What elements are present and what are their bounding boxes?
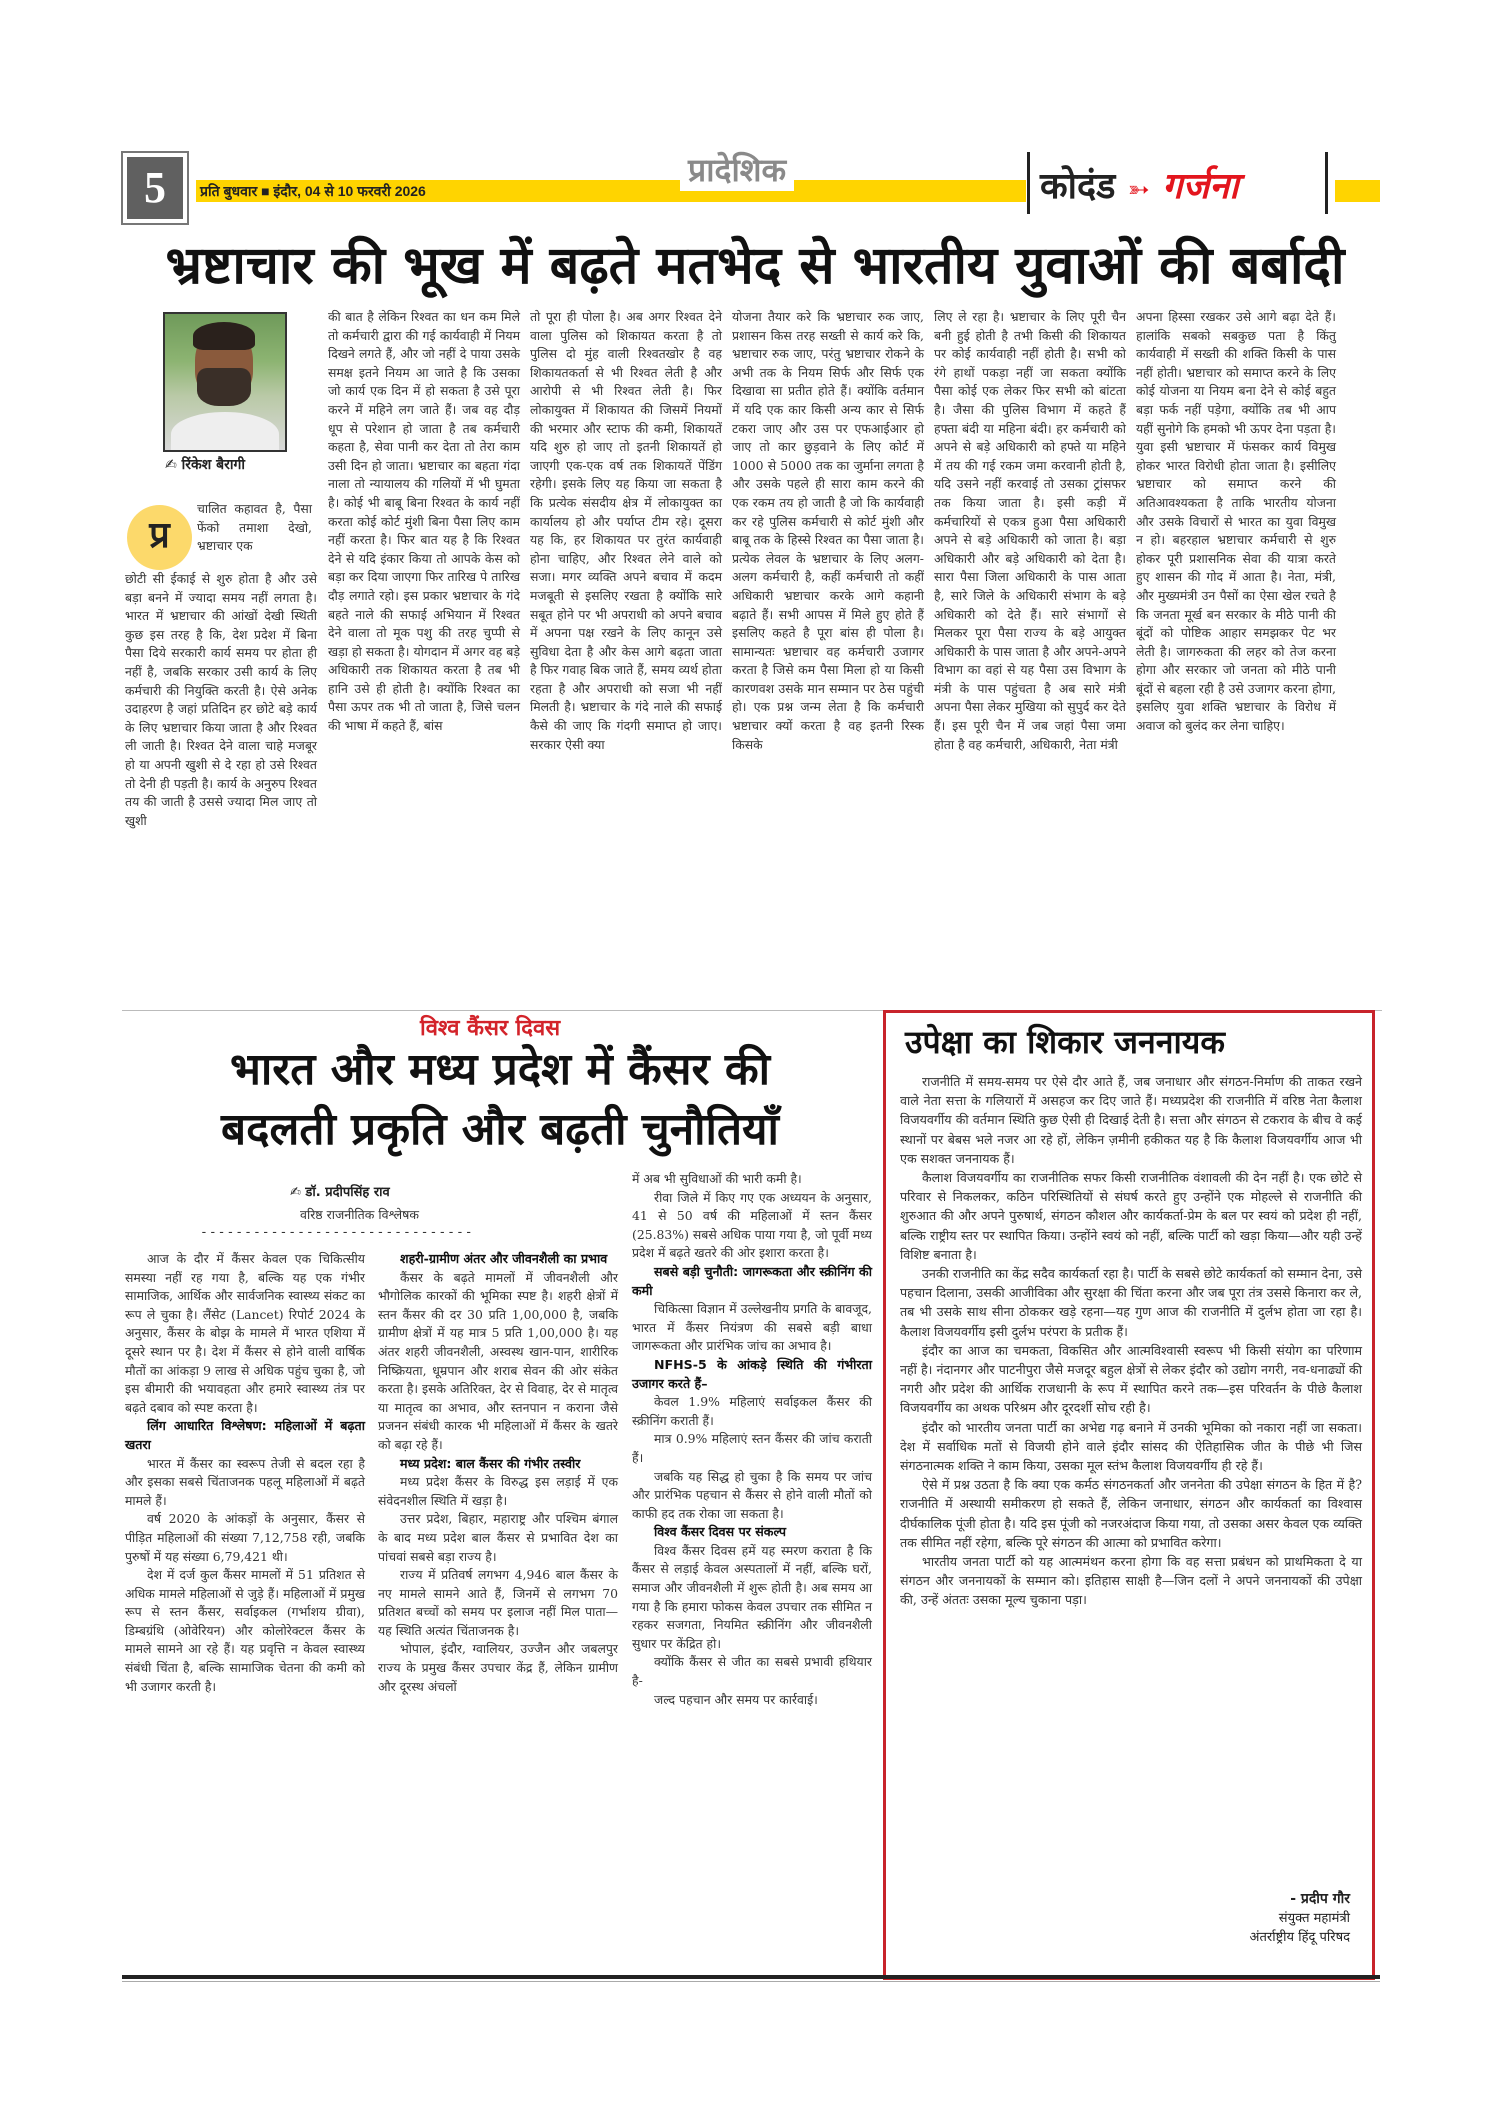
- article3-body: [900, 1072, 1362, 1610]
- page-bottom-rule: [122, 1975, 1380, 1979]
- brand-name-part1: कोदंड: [1040, 166, 1116, 207]
- column-text: तो पूरा ही पोला है। अब अगर रिश्वत देने वाला पुलिस को शिकायत करता है तो पुलिस दो मुंह वाली रिश्वतखोर है वह शिकायतकर्ता से भी रिश्वत लेती है और आरोपी से भी रिश्वत लेती है। फिर लोकायुक्त में शिकायत की जिसमें नियमों की भरमार और स्टाफ की कमी, शिकायतें यदि शुरु हो जाए तो इतनी शिकायतें हो जाएगी एक-एक वर्ष तक शिकायतें पेंडिंग रहेगी। इसके लिए यह किया जा सकता है कि प्रत्येक संसदीय क्षेत्र में लोकायुक्त का कार्यालय हो और पर्याप्त टीम रहे। दूसरा यह कि, हर शिकायत पर तुरंत कार्यवाही होना चाहिए, और रिश्वत लेने वाले को सजा। मगर व्यक्ति अपने बचाव में कदम मजबूती से इसलिए रखता है क्योंकि सारे सबूत होने पर भी अपराधी को अपने बचाव में अपना पक्ष रखने के लिए कानून उसे सुविधा देता है और केस आगे बढ़ता जाता है फिर गवाह बिक जाते हैं, समय व्यर्थ होता रहता है और अपराधी को सजा भी नहीं मिलती है। भ्रष्टाचार के गंदे नाले की सफाई कैसे की जाए कि गंदगी समाप्त हो जाए। सरकार ऐसी क्या: [530, 309, 722, 752]
- article1-headline: भ्रष्टाचार की भूख में बढ़ते मतभेद से भारतीय युवाओं की बर्बादी: [165, 235, 1345, 296]
- drop-cap: प्र: [127, 505, 192, 570]
- section-label: प्रादेशिक: [680, 148, 794, 191]
- paragraph: में अब भी सुविधाओं की भारी कमी है।: [632, 1171, 802, 1186]
- paragraph: उनकी राजनीति का केंद्र सदैव कार्यकर्ता रहा है। पार्टी के सबसे छोटे कार्यकर्ता को सम्मान देना, उसे पहचान दिलाना, उसकी आजीविका और सुरक्षा की चिंता करना और जब पूरा तंत्र उससे किनारा कर ले, तब भी उसके साथ सीना ठोककर खड़े रहना—यह गुण आज की राजनीति में दुर्लभ होता जा रहा है। कैलाश विजयवर्गीय इसी दुर्लभ परंपरा के प्रतीक हैं।: [900, 1266, 1362, 1339]
- bow-arrow-icon: ➳: [1127, 175, 1150, 205]
- article1-column-6: [1136, 308, 1336, 736]
- subheading: मध्य प्रदेश: बाल कैंसर की गंभीर तस्वीर: [400, 1455, 581, 1471]
- article1-lead: [197, 500, 312, 556]
- article3-headline: उपेक्षा का शिकार जननायक: [905, 1023, 1225, 1061]
- lead-text: चालित कहावत है, पैसा फेंको तमाशा देखो, भ्रष्टाचार एक: [197, 501, 312, 554]
- article2-column-1: [125, 1250, 365, 1696]
- article2-kicker: विश्व कैंसर दिवस: [420, 1016, 561, 1041]
- article2-column-2: [378, 1250, 618, 1696]
- paragraph: भोपाल, इंदौर, ग्वालियर, उज्जैन और जबलपुर राज्य के प्रमुख कैंसर उपचार केंद्र हैं, लेकिन ग्रामीण और दूरस्थ अंचलों: [378, 1641, 618, 1694]
- paragraph: कैलाश विजयवर्गीय का राजनीतिक सफर किसी राजनीतिक वंशावली की देन नहीं है। एक छोटे से परिवार से निकलकर, कठिन परिस्थितियों से संघर्ष करते हुए उन्होंने एक मोहल्ले से राजनीति की शुरुआत की और अपने पुरुषार्थ, संगठन कौशल और कार्यकर्ता-प्रेम के बल पर स्वयं को प्रदेश ही नहीं, बल्कि राष्ट्रीय स्तर पर स्थापित किया। उन्होंने स्वयं को नहीं, बल्कि पार्टी को खड़ा किया—और यही उन्हें विशिष्ट बनाता है।: [900, 1170, 1362, 1262]
- headline-line-1: भारत और मध्य प्रदेश में कैंसर की: [229, 1044, 771, 1095]
- signature-org: अंतर्राष्ट्रीय हिंदू परिषद: [1249, 1930, 1350, 1945]
- paragraph: राजनीति में समय-समय पर ऐसे दौर आते हैं, जब जनाधार और संगठन-निर्माण की ताकत रखने वाले नेता सत्ता के गलियारों में असहज कर दिए जाते हैं। मध्यप्रदेश की राजनीति में वरिष्ठ नेता कैलाश विजयवर्गीय की वर्तमान स्थिति कुछ ऐसी ही दिखाई देती है। सत्ता और संगठन से टकराव के बीच वे कई स्थानों पर बेबस भले नजर आ रहे हों, लेकिन ज़मीनी हकीकत यह है कि कैलाश विजयवर्गीय आज भी एक सशक्त जननायक हैं।: [900, 1074, 1362, 1166]
- paragraph: मध्य प्रदेश कैंसर के विरुद्ध इस लड़ाई में एक संवेदनशील स्थिति में खड़ा है।: [378, 1474, 618, 1508]
- article1-byline: ✍ रिंकेश बैरागी: [165, 457, 245, 473]
- paragraph: वर्ष 2020 के आंकड़ों के अनुसार, कैंसर से पीड़ित महिलाओं की संख्या 7,12,758 रही, जबकि पुरुषों में यह संख्या 6,79,421 थी।: [125, 1511, 365, 1564]
- brand-divider-right: [1325, 152, 1328, 214]
- paragraph: जल्द पहचान और समय पर कार्रवाई।: [654, 1691, 818, 1707]
- paragraph: जबकि यह सिद्ध हो चुका है कि समय पर जांच और प्रारंभिक पहचान से कैंसर से होने वाली मौतों को काफी हद तक रोका जा सकता है।: [632, 1468, 872, 1521]
- column-text: छोटी सी ईकाई से शुरु होता है और उसे बड़ा बनने में ज्यादा समय नहीं लगता है। भारत में भ्रष्टाचार की आंखों देखी स्थिती कुछ इस तरह है कि, देश प्रदेश में बिना पैसा दिये सरकारी कार्य समय पर होता ही नहीं है, जबकि सरकार उसी कार्य के लिए कर्मचारी की नियुक्ति करती है। ऐसे अनेक उदाहरण है जहां प्रतिदिन हर छोटे बड़े कार्य के लिए भ्रष्टाचार किया जाता है और रिश्वत ली जाती है। रिश्वत देने वाला चाहे मजबूर हो या अपनी खुशी से दे रहा हो उसे रिश्वत तो देनी ही पड़ती है। कार्य के अनुरुप रिश्वत तय की जाती है उससे ज्यादा मिल जाए तो खुशी: [125, 571, 317, 828]
- paragraph: चिकित्सा विज्ञान में उल्लेखनीय प्रगति के बावजूद, भारत में कैंसर नियंत्रण की सबसे बड़ी बाधा जागरूकता और प्रारंभिक जांच का अभाव है।: [632, 1301, 872, 1354]
- brand-name-part2: गर्जना: [1162, 166, 1239, 207]
- paragraph: राज्य में प्रतिवर्ष लगभग 4,946 बाल कैंसर के नए मामले सामने आते हैं, जिनमें से लगभग 70 प्रतिशत बच्चों को समय पर इलाज नहीं मिल पाता—यह स्थिति अत्यंत चिंताजनक है।: [378, 1567, 618, 1638]
- subheading: विश्व कैंसर दिवस पर संकल्प: [654, 1524, 787, 1540]
- paragraph: भारतीय जनता पार्टी को यह आत्ममंथन करना होगा कि वह सत्ता प्रबंधन को प्राथमिकता दे या संगठन और जननायकों के सम्मान को। इतिहास साक्षी है—जिन दलों ने अपने जननायकों की उपेक्षा की, उन्हें अंततः उसका मूल्य चुकाना पड़ा।: [900, 1554, 1362, 1608]
- page-bottom-rule-thin: [122, 1981, 1380, 1982]
- paragraph: केवल 1.9% महिलाएं सर्वाइकल कैंसर की स्क्रीनिंग कराती हैं।: [632, 1394, 872, 1428]
- paragraph: ऐसे में प्रश्न उठता है कि क्या एक कर्मठ संगठनकर्ता और जननेता की उपेक्षा संगठन के हित में है? राजनीति में अस्थायी समीकरण हो सकते हैं, लेकिन जनाधार, संगठन और कार्यकर्ता का विश्वास दीर्घकालिक पूंजी होता है। यदि इस पूंजी को नजरअंदाज किया गया, तो उसका असर केवल एक व्यक्ति तक सीमित नहीं रहेगा, बल्कि पूरे संगठन की आत्मा को प्रभावित करेगा।: [900, 1477, 1362, 1550]
- dashed-separator: -------------------------------: [200, 1225, 474, 1240]
- subheading: NFHS-5 के आंकड़े स्थिति की गंभीरता उजागर करते हैं–: [632, 1356, 872, 1391]
- signature-name: - प्रदीप गौर: [1290, 1891, 1350, 1907]
- paragraph: देश में दर्ज कुल कैंसर मामलों में 51 प्रतिशत से अधिक मामले महिलाओं से जुड़े हैं। महिलाओं में प्रमुख रूप से स्तन कैंसर, सर्वाइकल (गर्भाशय ग्रीवा), डिम्बग्रंथि (ओवेरियन) और कोलोरेक्टल कैंसर के मामले सामने आ रहे हैं। यह प्रवृत्ति न केवल स्वास्थ्य संबंधी चिंता है, बल्कि सामाजिक चेतना की कमी को भी उजागर करती है।: [125, 1567, 365, 1694]
- signature-role: संयुक्त महामंत्री: [1278, 1911, 1350, 1926]
- paragraph: क्योंकि कैंसर से जीत का सबसे प्रभावी हथियार है-: [632, 1654, 872, 1689]
- article1-column-2: [328, 308, 520, 736]
- paragraph: इंदौर का आज का चमकता, विकसित और आत्मविश्वासी स्वरूप भी किसी संयोग का परिणाम नहीं है। नंदानगर और पाटनीपुरा जैसे मजदूर बहुल क्षेत्रों से लेकर इंदौर को उद्योग नगरी, नव-धनाढ्यों की नगरी और प्रदेश की आर्थिक राजधानी के रूप में स्थापित करने तक—इस परिवर्तन के पीछे कैलाश विजयवर्गीय का अथक परिश्रम और दूरदर्शी सोच रही है।: [900, 1342, 1362, 1416]
- subheading: सबसे बड़ी चुनौती: जागरूकता और स्क्रीनिंग की कमी: [632, 1263, 872, 1298]
- brand-divider-left: [1027, 152, 1030, 214]
- paragraph: रीवा जिले में किए गए एक अध्ययन के अनुसार, 41 से 50 वर्ष की महिलाओं में स्तन कैंसर (25.83%) सबसे अधिक पाया गया है, जो पूर्वी मध्य प्रदेश में बढ़ते खतरे की ओर इशारा करता है।: [632, 1189, 872, 1261]
- paragraph: विश्व कैंसर दिवस हमें यह स्मरण कराता है कि कैंसर से लड़ाई केवल अस्पतालों में नहीं, बल्कि घरों, समाज और जीवनशैली में शुरू होती है। अब समय आ गया है कि हमारा फोकस केवल उपचार तक सीमित न रहकर सजगता, नियमित स्क्रीनिंग और जीवनशैली सुधार पर केंद्रित हो।: [632, 1542, 872, 1651]
- column-text: की बात है लेकिन रिश्वत का धन कम मिले तो कर्मचारी द्वारा की गई कार्यवाही में नियम दिखने लगते हैं, और जो नहीं दे पाया उसके समक्ष इतने नियम आ जाते है कि उसका जो कार्य एक दिन में हो सकता है उसे पूरा करने में महिने लग जाते हैं। जब वह दौड़ धूप से परेशान हो जाता है तब कर्मचारी कहता है, सेवा पानी कर देता तो तेरा काम उसी दिन हो जाता। भ्रष्टाचार का बहता गंदा नाला तो न्यायालय की गलियों में भी घुमता है। कोई भी बाबू बिना रिश्वत के कार्य नहीं करता कोई कोर्ट मुंशी बिना पैसा लिए काम नहीं करता है। फिर बात यह है कि रिश्वत देने से यदि इंकार किया तो आपके केस को बड़ा कर दिया जाएगा फिर तारिख पे तारिख दौड़ लगाते रहो। इस प्रकार भ्रष्टाचार के गंदे बहते नाले की सफाई अभियान में रिश्वत देने वाला तो मूक पशु की तरह चुप्पी से खड़ा हो सकता है। योगदान में अगर वह बड़े अधिकारी तक शिकायत करता है तब भी हानि उसे ही होती है। क्योंकि रिश्वत का पैसा ऊपर तक भी तो जाता है, जिसे चलन की भाषा में कहते हैं, बांस: [328, 309, 520, 734]
- column-text: लिए ले रहा है। भ्रष्टाचार के लिए पूरी चैन बनी हुई होती है तभी किसी की शिकायत पर कोई कार्यवाही नहीं होती है। सभी को रंगे हाथों पकड़ा नहीं जा सकता क्योंकि पैसा कोई एक लेकर फिर सभी को बांटता है। जैसा की पुलिस विभाग में कहते हैं हफ्ता बंदी या महिना बंदी। हर कर्मचारी को अपने से बड़े अधिकारी को हफ्ते या महिने में तय की गई रकम जमा करवानी होती है, यदि उसने नहीं करवाई तो उसका ट्रांसफर तक किया जाता है। इसी कड़ी में कर्मचारियों से एकत्र हुआ पैसा अधिकारी अपने से बड़े अधिकारी को जाता है। बड़ा अधिकारी और बड़े अधिकारी को देता है। सारा पैसा जिला अधिकारी के पास आता है, सारे जिले के अधिकारी संभाग के बड़े अधिकारी को देते हैं। सारे संभागों से मिलकर पूरा पैसा राज्य के बड़े आयुक्त अधिकारी के पास जाता है और अपने-अपने विभाग का वहां से यह पैसा उस विभाग के मंत्री के पास पहुंचता है अब सारे मंत्री अपना पैसा लेकर मुखिया को सुपुर्द कर देते हैं। इस पूरी चैन में जब जहां पैसा जमा होता है वह कर्मचारी, अधिकारी, नेता मंत्री: [934, 309, 1126, 752]
- paragraph: आज के दौर में कैंसर केवल एक चिकित्सीय समस्या नहीं रह गया है, बल्कि यह एक गंभीर सामाजिक, आर्थिक और सार्वजनिक स्वास्थ्य संकट का रूप ले चुका है। लैंसेट (Lancet) रिपोर्ट 2024 के अनुसार, कैंसर के बोझ के मामले में भारत एशिया में दूसरे स्थान पर है। देश में कैंसर से होने वाली वार्षिक मौतों का आंकड़ा 9 लाख से अधिक पहुंच चुका है, जो इस बीमारी की भयावहता और हमारे स्वास्थ्य तंत्र पर बढ़ते दबाव को स्पष्ट करता है।: [125, 1251, 365, 1415]
- article1-column-1: [125, 570, 317, 830]
- article1-column-5: [934, 308, 1126, 754]
- header-yellow-block: [1335, 180, 1380, 202]
- paragraph: इंदौर को भारतीय जनता पार्टी का अभेद्य गढ़ बनाने में उनकी भूमिका को नकारा नहीं जा सकता। देश में सर्वाधिक मतों से विजयी होने वाले इंदौर सांसद की ऐतिहासिक जीत के पीछे भी जिस संगठनात्मक शक्ति ने काम किया, उसका मूल स्तंभ कैलाश विजयवर्गीय ही रहे हैं।: [900, 1419, 1362, 1474]
- article2-byline: ✍ डॉ. प्रदीपसिंह राव: [290, 1185, 390, 1200]
- article1-column-4: [732, 308, 924, 754]
- paragraph: मात्र 0.9% महिलाएं स्तन कैंसर की जांच कराती हैं।: [632, 1431, 872, 1465]
- headline-line-2: बदलती प्रकृति और बढ़ती चुनौतियाँ: [221, 1104, 779, 1155]
- dateline: प्रति बुधवार ■ इंदौर, 04 से 10 फरवरी 2026: [200, 183, 426, 199]
- column-text: अपना हिस्सा रखकर उसे आगे बढ़ा देते हैं। हालांकि सबको सबकुछ पता है किंतु कार्यवाही में सख्ती की शक्ति किसी के पास नहीं होती। भ्रष्टाचार को समाप्त करने के लिए कोई योजना या नियम बना देने से कोई बहुत बड़ा फर्क नहीं पड़ेगा, क्योंकि तब भी आप यहीं सुनोगे कि हमको भी ऊपर देना पड़ता है। युवा इसी भ्रष्टाचार में फंसकर कार्य विमुख होकर भारत विरोधी होता जाता है। इसीलिए भ्रष्टाचार को समाप्त करने की अतिआवश्यकता है ताकि भारतीय योजना और उसके विचारों से भारत का युवा विमुख न हो। बहरहाल भ्रष्टाचार कर्मचारी से शुरु होकर पूरी प्रशासनिक सेवा की यात्रा करते हुए शासन की गोद में आता है। नेता, मंत्री, और मुख्यमंत्री उन पैसों का ऐसा खेल रचते है कि जनता मूर्ख बन सरकार के मीठे पानी की बूंदों को पोष्टिक आहार समझकर पेट भर लेती है। जागरुकता की लहर को तेज करना होगा और सरकार जो जनता को मीठे पानी बूंदों से बहला रही है उसे उजागर करना होगा, इसलिए युवा शक्ति भ्रष्टाचार के विरोध में अवाज को बुलंद कर लेना चाहिए।: [1136, 309, 1336, 734]
- author-photo: [163, 312, 287, 452]
- article3-signature: [1110, 1890, 1350, 1947]
- column-text: योजना तैयार करे कि भ्रष्टाचार रुक जाए, प्रशासन किस तरह सख्ती से कार्य करे कि, भ्रष्टाचार रुक जाए, परंतु भ्रष्टाचार रोकने के अभी तक के नियम सिर्फ और सिर्फ एक दिखावा सा प्रतीत होते हैं। क्योंकि वर्तमान में यदि एक कार किसी अन्य कार से सिर्फ टकरा जाए और उस पर एफआईआर हो जाए तो कार छुड़वाने के लिए कोर्ट में 1000 से 5000 तक का जुर्माना लगता है और उसके पहले ही सारा काम करने की एक रकम तय हो जाती है जो कि कार्यवाही कर रहे पुलिस कर्मचारी से कोर्ट मुंशी और बाबू तक के हिस्से रिश्वत का पैसा जाता है। प्रत्येक लेवल के भ्रष्टाचार के लिए अलग-अलग कर्मचारी है, कहीं कर्मचारी तो कहीं अधिकारी भ्रष्टाचार करके आगे कहानी बढ़ाते हैं। सभी आपस में मिले हुए होते हैं इसलिए कहते है पूरा बांस ही पोला है। सामान्यतः भ्रष्टाचार वह कर्मचारी उजागर करता है जिसे कम पैसा मिला हो या किसी कारणवश उसके मान सम्मान पर ठेस पहुंची हो। एक प्रश्न जन्म लेता है कि कर्मचारी भ्रष्टाचार क्यों करता है वह इतनी रिस्क किसके: [732, 309, 924, 752]
- page-number: 5: [123, 153, 187, 223]
- article1-column-3: [530, 308, 722, 754]
- article2-author-role: वरिष्ठ राजनीतिक विश्लेषक: [300, 1207, 420, 1222]
- article2-headline: [130, 1040, 870, 1160]
- subheading: शहरी-ग्रामीण अंतर और जीवनशैली का प्रभाव: [400, 1251, 608, 1266]
- article2-column-3: [632, 1170, 872, 1709]
- paragraph: कैंसर के बढ़ते मामलों में जीवनशैली और भौगोलिक कारकों की भूमिका स्पष्ट है। शहरी क्षेत्रों में स्तन कैंसर की दर 30 प्रति 1,00,000 है, जबकि ग्रामीण क्षेत्रों में यह मात्र 5 प्रति 1,00,000 है। यह अंतर शहरी जीवनशैली, अस्वस्थ खान-पान, शारीरिक निष्क्रियता, धूम्रपान और शराब सेवन की ओर संकेत करता है। इसके अतिरिक्त, देर से विवाह, देर से मातृत्व या मातृत्व का अभाव, और स्तनपान न कराना जैसे प्रजनन संबंधी कारक भी महिलाओं में कैंसर के खतरे को बढ़ा रहे हैं।: [378, 1269, 618, 1452]
- paragraph: उत्तर प्रदेश, बिहार, महाराष्ट्र और पश्चिम बंगाल के बाद मध्य प्रदेश बाल कैंसर से प्रभावित देश का पांचवां सबसे बड़ा राज्य है।: [378, 1511, 618, 1564]
- paragraph: भारत में कैंसर का स्वरूप तेजी से बदल रहा है और इसका सबसे चिंताजनक पहलू महिलाओं में बढ़ते मामले हैं।: [125, 1455, 365, 1508]
- brand-logo: [1040, 160, 1239, 209]
- subheading: लिंग आधारित विश्लेषण: महिलाओं में बढ़ता खतरा: [125, 1418, 365, 1452]
